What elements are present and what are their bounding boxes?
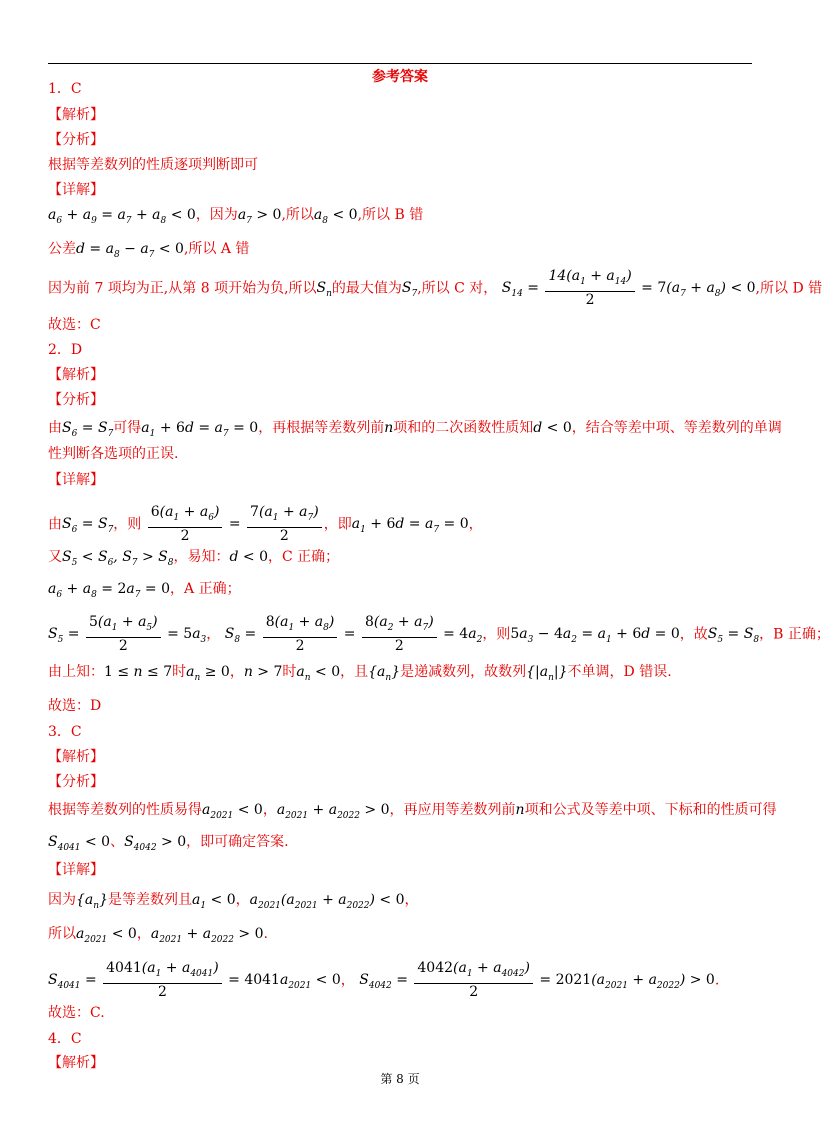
q2-d1-math-3: $a_1 + 6d = a_7 = 0$ xyxy=(351,516,469,536)
q2-detail-line-3: $a_6 + a_8 = 2a_7 = 0$，A 正确； xyxy=(48,581,241,600)
header-rule xyxy=(48,63,752,64)
q3-d2-math-1: $a_{2021} < 0$ xyxy=(76,926,137,945)
q3-fenxi-line-2: $S_{4041} < 0$、$S_{4042} > 0$，即可确定答案. xyxy=(48,834,289,853)
q3-fenxi-line-1: 根据等差数列的性质易得$a_{2021} < 0$，$a_{2021} + a_{2022} > 0$，再应用等差数列前n项和公式及等差中项、下标和的性质可得 xyxy=(48,802,777,821)
q3-fenxi-label: 【分析】 xyxy=(48,774,104,790)
q2-d5-math-1: 1 ≤ n ≤ 7 xyxy=(104,664,173,680)
q2-d5-math-2: $a_n \ge 0$ xyxy=(186,664,230,683)
q2-xiangjie-label: 【详解】 xyxy=(48,472,104,488)
q3-xiangjie-label: 【详解】 xyxy=(48,862,104,878)
q2-d5-math-6: $\{|a_n|\}$ xyxy=(526,664,568,683)
q2-detail-line-2: 又$S_5 < S_6$, $S_7 > S_8$，易知：d < 0，C 正确； xyxy=(48,549,340,568)
q2-d5-math-4: $a_n < 0$ xyxy=(296,664,341,683)
q2-d2-math-1: $S_5 < S_6$, $S_7 > S_8$ xyxy=(62,549,174,568)
q2-d4-math-1: $S_5$ = $\frac{5(a_1 + a_5)}{2}$ = $5a_3$ xyxy=(48,614,207,654)
q1-l1-math-1: $a_6 + a_9 = a_7 + a_8 < 0$ xyxy=(48,207,196,226)
page-footer: 第 8 页 xyxy=(380,1072,420,1086)
q1-l1-math-2: $a_7 > 0$ xyxy=(237,207,282,226)
q2-f1-math-2: $a_1 + 6d = a_7 = 0$ xyxy=(141,420,259,439)
q1-number: 1．C xyxy=(48,81,82,97)
q4-number: 4．C xyxy=(48,1031,82,1047)
q2-detail-line-5: 由上知：1 ≤ n ≤ 7时$a_n \ge 0$，n > 7时$a_n < 0$，且$\{a_n\}$是递减数列，故数列$\{|a_n|\}$不单调，D 错误. xyxy=(48,664,672,683)
q2-d4-math-3: $5a_3 - 4a_2 = a_1 + 6d = 0$ xyxy=(510,626,680,646)
q2-answer: 故选：D xyxy=(48,698,102,714)
q1-l3-math-2: $S_7$ xyxy=(401,280,418,300)
q2-f1-math-3: n xyxy=(384,420,394,436)
q2-jiexi-label: 【解析】 xyxy=(48,367,104,383)
q3-f2-math-1: $S_{4041} < 0$ xyxy=(48,834,111,853)
q2-d5-math-5: $\{a_n\}$ xyxy=(368,664,401,683)
q3-detail-line-2: 所以$a_{2021} < 0$，$a_{2021} + a_{2022} > 0$. xyxy=(48,926,268,945)
q2-detail-line-1: 由$S_6 = S_7$，则 $\frac{6(a_1 + a_6)}{2}$ = $\frac{7(a_1 + a_7)}{2}$ ，即$a_1 + 6d = a_7 = 0$， xyxy=(48,504,483,544)
q3-f2-math-2: $S_{4042} > 0$ xyxy=(124,834,187,853)
q4-jiexi-label: 【解析】 xyxy=(48,1055,104,1071)
q2-f1-math-1: $S_6 = S_7$ xyxy=(62,420,114,439)
q1-xiangjie-label: 【详解】 xyxy=(48,182,104,198)
q1-answer: 故选：C xyxy=(48,317,101,333)
q3-d1-math-2: $a_1 < 0$ xyxy=(191,892,236,911)
q2-d3-math-1: $a_6 + a_8 = 2a_7 = 0$ xyxy=(48,581,171,600)
q3-f1-math-2: $a_{2021} + a_{2022} > 0$ xyxy=(276,802,390,821)
q2-d1-math-1: $S_6 = S_7$ xyxy=(62,516,114,536)
q1-l3-math-3: $S_{14}$ = $\frac{14(a_1 + a_{14})}{2}$ = $7(a_7 + a_8) < 0$ xyxy=(501,268,756,308)
q3-jiexi-label: 【解析】 xyxy=(48,749,104,765)
q2-d5-math-3: n > 7 xyxy=(243,664,283,680)
q1-fenxi-label: 【分析】 xyxy=(48,132,104,148)
q2-detail-line-4: $S_5$ = $\frac{5(a_1 + a_5)}{2}$ = $5a_3$， $S_8$ = $\frac{8(a_1 + a_8)}{2}$ = $\frac{8(a_2 + a_7)}{2}$ = $4a_2$，则$5a_3 - 4a_2 = a_1 + 6d = 0$，故$S_5 = S_8$，B 正确； xyxy=(48,614,830,654)
q2-d4-math-2: $S_8$ = $\frac{8(a_1 + a_8)}{2}$ = $\frac{8(a_2 + a_7)}{2}$ = $4a_2$ xyxy=(224,614,483,654)
q1-line-3: 因为前 7 项均为正,从第 8 项开始为负,所以$S_n$的最大值为$S_7$,所以 C 对， $S_{14}$ = $\frac{14(a_1 + a_{14})}{2}$ = $7(a_7 + a_8) < 0$,所以 D 错 xyxy=(48,268,823,308)
q3-f1-math-1: $a_{2021} < 0$ xyxy=(202,802,263,821)
q2-fenxi-label: 【分析】 xyxy=(48,392,104,408)
q2-d1-math-2: $\frac{6(a_1 + a_6)}{2}$ = $\frac{7(a_1 + a_7)}{2}$ xyxy=(146,516,324,532)
q3-detail-line-1: 因为$\{a_n\}$是等差数列且$a_1 < 0$，$a_{2021}(a_{2021} + a_{2022}) < 0$， xyxy=(48,892,419,911)
q1-l1-math-3: $a_8 < 0$ xyxy=(313,207,358,226)
q2-fenxi-line-1: 由$S_6 = S_7$可得$a_1 + 6d = a_7 = 0$，再根据等差数列前n项和的二次函数性质知d < 0，结合等差中项、等差数列的单调 xyxy=(48,420,782,439)
q1-l2-math-1: $d = a_8 - a_7 < 0$ xyxy=(76,241,184,260)
q1-line-2: 公差$d = a_8 - a_7 < 0$,所以 A 错 xyxy=(48,241,250,260)
q3-detail-line-3: $S_{4041}$ = $\frac{4041(a_1 + a_{4041})}{2}$ = $4041a_{2021} < 0$， $S_{4042}$ = $\frac{4042(a_1 + a_{4042})}{2}$ = $2021(a_{2021} + a_{2022}) > 0$. xyxy=(48,960,720,1000)
q1-l3-math-1: $S_n$ xyxy=(316,280,332,300)
q3-d3-math-2: $S_{4042}$ = $\frac{4042(a_1 + a_{4042})}{2}$ = $2021(a_{2021} + a_{2022}) > 0$ xyxy=(359,960,715,1000)
q2-d4-math-4: $S_5 = S_8$ xyxy=(707,626,760,646)
q2-number: 2．D xyxy=(48,342,83,358)
q2-d2-math-2: d < 0 xyxy=(229,549,269,565)
q1-jiexi-label: 【解析】 xyxy=(48,107,104,123)
q3-d1-math-3: $a_{2021}(a_{2021} + a_{2022}) < 0$ xyxy=(249,892,405,911)
q3-answer: 故选：C. xyxy=(48,1005,105,1021)
q1-line-1: $a_6 + a_9 = a_7 + a_8 < 0$，因为$a_7 > 0$,所以$a_8 < 0$,所以 B 错 xyxy=(48,207,424,226)
q1-fenxi-text: 根据等差数列的性质逐项判断即可 xyxy=(48,157,258,173)
q3-f1-math-3: n xyxy=(515,802,525,818)
q3-number: 3．C xyxy=(48,724,82,740)
q2-f1-math-4: d < 0 xyxy=(533,420,572,436)
q3-d3-math-1: $S_{4041}$ = $\frac{4041(a_1 + a_{4041})}{2}$ = $4041a_{2021} < 0$ xyxy=(48,960,341,1000)
page-title: 参考答案 xyxy=(372,69,428,85)
q3-d2-math-2: $a_{2021} + a_{2022} > 0$ xyxy=(150,926,264,945)
q2-fenxi-line-2: 性判断各选项的正误. xyxy=(48,446,179,462)
q3-d1-math-1: $\{a_n\}$ xyxy=(76,892,108,911)
